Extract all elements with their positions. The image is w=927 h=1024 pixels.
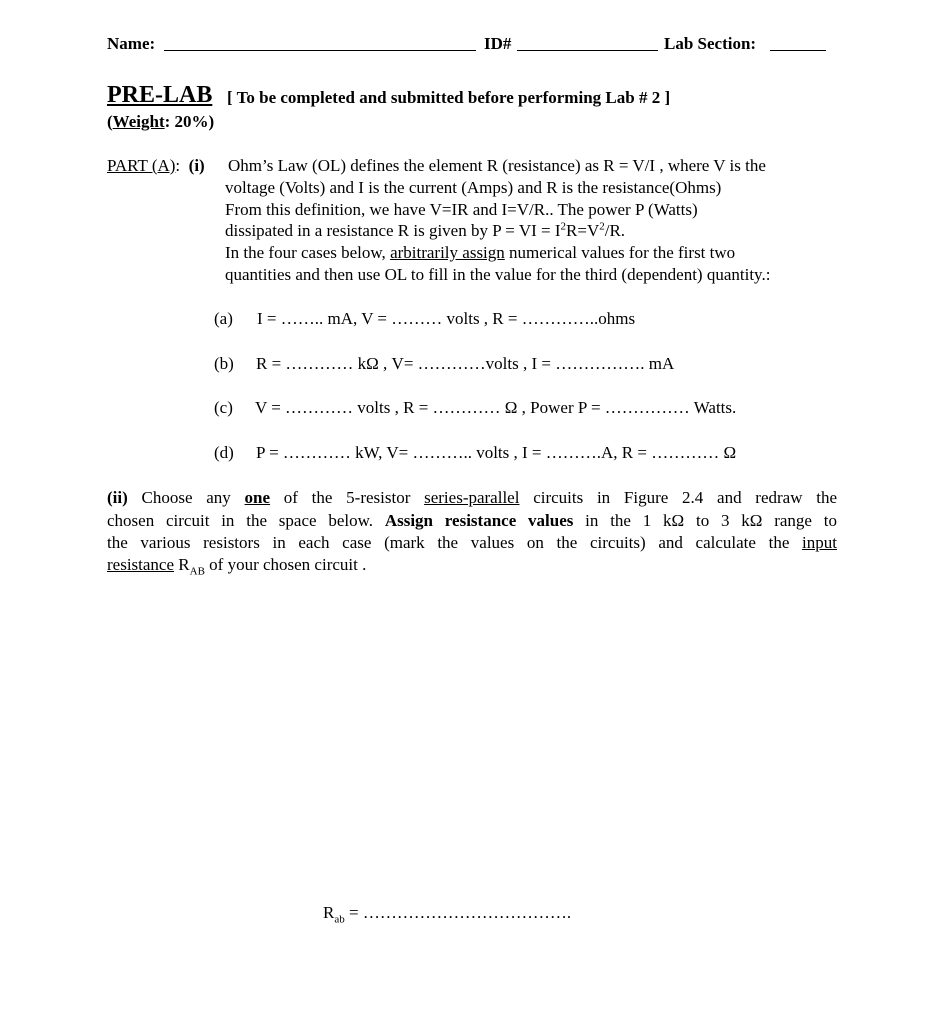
part-ii-one: one: [244, 488, 271, 507]
line4-sup2: 2: [599, 220, 605, 233]
line4-c: /R.: [604, 221, 626, 240]
part-ii-l2-c: in the 1 kΩ to 3 kΩ range to: [573, 511, 837, 530]
part-a-line5: [225, 243, 735, 263]
part-a-sub-i: (i): [188, 156, 205, 175]
part-a-line2: voltage (Volts) and I is the current (Amps) and R is the resistance(Ohms): [225, 178, 722, 197]
part-ii-l1-b: Choose any: [127, 488, 245, 507]
part-ii-l2-a: chosen circuit in the space below.: [107, 511, 385, 530]
name-field[interactable]: [164, 36, 476, 51]
line4-sup1: 2: [560, 220, 567, 233]
part-a-label: PART (A): [107, 156, 176, 175]
id-field[interactable]: [517, 36, 658, 51]
rab-dots: = ……………………………….: [344, 903, 572, 922]
weight-line: [107, 112, 214, 132]
part-a-line6: quantities and then use OL to fill in the value for the third (dependent) quantity.:: [225, 265, 771, 284]
part-ii-resistance: resistance: [107, 555, 175, 574]
line4-b: R=V: [566, 221, 600, 240]
part-ii-rab: R: [174, 555, 190, 574]
lab-section-label: Lab Section:: [664, 34, 757, 53]
rab-sub: ab: [334, 913, 345, 926]
case-d-label: (d): [214, 443, 234, 462]
line5-a: In the four cases below,: [225, 243, 391, 262]
part-a-line1: Ohm’s Law (OL) defines the element R (resistance) as R = V/I , where V is the: [228, 156, 766, 175]
line5-b: numerical values for the first two: [504, 243, 736, 262]
part-ii-series-parallel: series-parallel: [424, 488, 520, 507]
part-ii-input: input: [802, 533, 837, 552]
weight-value: : 20%): [164, 112, 215, 131]
part-ii-l3-a: the various resistors in each case (mark the values on the circuits) and calculate the: [107, 533, 803, 552]
case-d-text: P = ………… kW, V= ……….. volts , I = ……….A, R = ………… Ω: [256, 443, 737, 462]
page-title: PRE-LAB: [107, 82, 213, 108]
lab-section-field[interactable]: [770, 36, 826, 51]
part-ii-line4: [107, 555, 367, 578]
title-note: [ To be completed and submitted before performing Lab # 2 ]: [227, 88, 671, 107]
case-b-text: R = ………… kΩ , V= …………volts , I = ……………. mA: [256, 354, 675, 373]
part-ii-l4-c: of your chosen circuit .: [204, 555, 367, 574]
case-a-label: (a): [214, 309, 233, 328]
part-ii-line2: [107, 511, 837, 531]
line4-a: dissipated in a resistance R is given by P = VI = I: [225, 221, 561, 240]
part-ii-l1-c: of the 5-resistor: [270, 488, 425, 507]
weight-label: Weight: [112, 112, 165, 131]
case-c-label: (c): [214, 398, 233, 417]
part-ii-line1: [107, 488, 837, 508]
part-ii-line3: [107, 533, 837, 553]
weight-open: (: [107, 112, 113, 131]
part-ii-label: (ii): [107, 488, 128, 507]
circuit-drawing-area[interactable]: [107, 590, 837, 890]
id-label: ID#: [484, 34, 512, 53]
case-a-text: I = …….. mA, V = ……… volts , R = …………..ohms: [257, 309, 636, 328]
line5-underlined: arbitrarily assign: [390, 243, 505, 262]
part-ii-l1-d: circuits in Figure 2.4 and redraw the: [519, 488, 837, 507]
name-label: Name:: [107, 34, 156, 53]
part-ii-rab-sub: AB: [189, 565, 205, 578]
case-c-text: V = ………… volts , R = ………… Ω , Power P = …………… Watts.: [255, 398, 737, 417]
part-a-line4: [225, 221, 625, 241]
case-b-label: (b): [214, 354, 234, 373]
part-ii-l2-bold: Assign resistance values: [384, 511, 574, 530]
rab-label: R: [323, 903, 335, 922]
part-a-colon: :: [175, 156, 181, 175]
rab-answer-line[interactable]: [323, 903, 572, 926]
part-a-heading: [107, 156, 205, 176]
part-a-line3: From this definition, we have V=IR and I=V/R.. The power P (Watts): [225, 200, 698, 219]
